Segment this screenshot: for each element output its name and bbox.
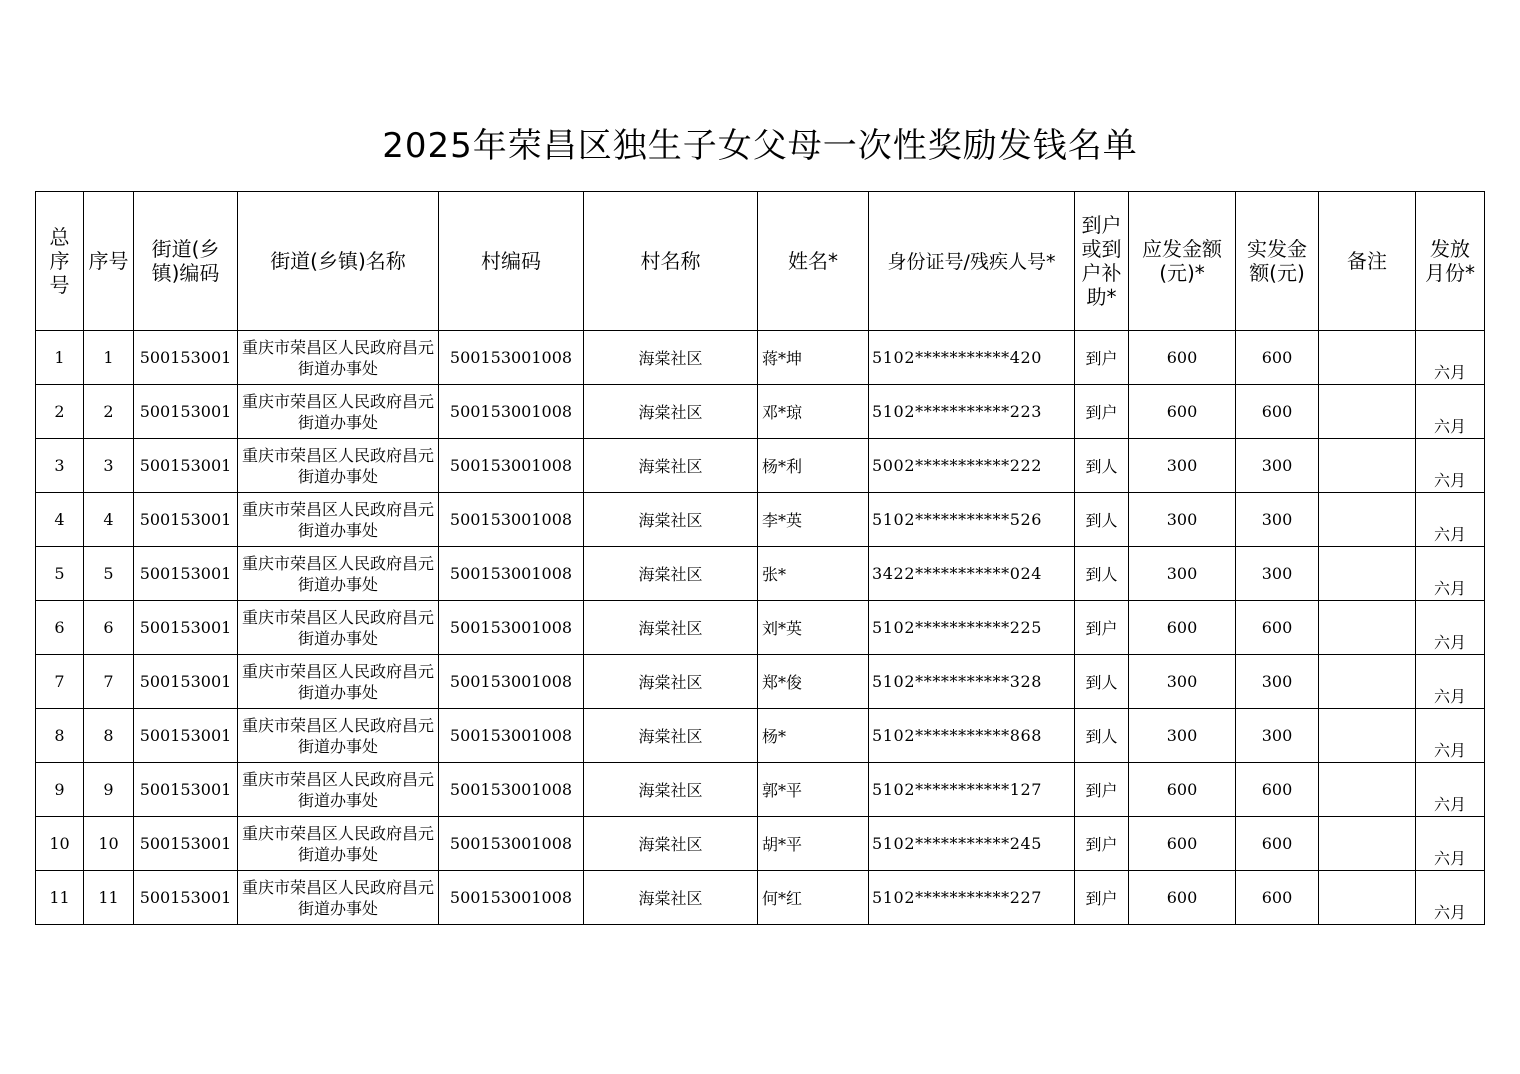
seq-no-cell: 6 xyxy=(84,601,134,655)
village-code-cell: 500153001008 xyxy=(439,817,584,871)
remark-cell xyxy=(1319,655,1416,709)
paid-amount-cell: 300 xyxy=(1236,709,1319,763)
remark-cell xyxy=(1319,763,1416,817)
name-cell: 李*英 xyxy=(758,493,869,547)
village-name-cell: 海棠社区 xyxy=(584,871,758,925)
paid-amount-cell: 300 xyxy=(1236,493,1319,547)
street-code-cell: 500153001 xyxy=(134,331,238,385)
id-no-cell: 5102***********225 xyxy=(869,601,1075,655)
header-village-code: 村编码 xyxy=(439,192,584,331)
seq-no-cell: 10 xyxy=(84,817,134,871)
remark-cell xyxy=(1319,547,1416,601)
total-no-cell: 9 xyxy=(36,763,84,817)
total-no-cell: 2 xyxy=(36,385,84,439)
paid-amount-cell: 600 xyxy=(1236,817,1319,871)
paid-amount-cell: 600 xyxy=(1236,871,1319,925)
header-seq-no: 序号 xyxy=(84,192,134,331)
id-no-cell: 5102***********245 xyxy=(869,817,1075,871)
due-amount-cell: 600 xyxy=(1129,385,1236,439)
paid-amount-cell: 300 xyxy=(1236,655,1319,709)
subsidy-type-cell: 到户 xyxy=(1075,763,1129,817)
name-cell: 刘*英 xyxy=(758,601,869,655)
street-code-cell: 500153001 xyxy=(134,817,238,871)
name-cell: 蒋*坤 xyxy=(758,331,869,385)
header-month: 发放月份* xyxy=(1416,192,1485,331)
due-amount-cell: 300 xyxy=(1129,655,1236,709)
street-name-cell: 重庆市荣昌区人民政府昌元街道办事处 xyxy=(238,331,439,385)
total-no-cell: 1 xyxy=(36,331,84,385)
street-name-cell: 重庆市荣昌区人民政府昌元街道办事处 xyxy=(238,547,439,601)
remark-cell xyxy=(1319,709,1416,763)
street-name-cell: 重庆市荣昌区人民政府昌元街道办事处 xyxy=(238,385,439,439)
month-cell: 六月 xyxy=(1416,817,1485,871)
header-subsidy-type: 到户或到户补助* xyxy=(1075,192,1129,331)
subsidy-type-cell: 到人 xyxy=(1075,547,1129,601)
street-name-cell: 重庆市荣昌区人民政府昌元街道办事处 xyxy=(238,709,439,763)
header-remark: 备注 xyxy=(1319,192,1416,331)
id-no-cell: 5102***********526 xyxy=(869,493,1075,547)
month-cell: 六月 xyxy=(1416,439,1485,493)
name-cell: 郭*平 xyxy=(758,763,869,817)
street-name-cell: 重庆市荣昌区人民政府昌元街道办事处 xyxy=(238,493,439,547)
header-total-no: 总序号 xyxy=(36,192,84,331)
street-code-cell: 500153001 xyxy=(134,709,238,763)
seq-no-cell: 1 xyxy=(84,331,134,385)
remark-cell xyxy=(1319,601,1416,655)
id-no-cell: 5002***********222 xyxy=(869,439,1075,493)
name-cell: 胡*平 xyxy=(758,817,869,871)
total-no-cell: 10 xyxy=(36,817,84,871)
table-row xyxy=(36,385,1485,439)
seq-no-cell: 9 xyxy=(84,763,134,817)
name-cell: 张* xyxy=(758,547,869,601)
id-no-cell: 5102***********127 xyxy=(869,763,1075,817)
street-name-cell: 重庆市荣昌区人民政府昌元街道办事处 xyxy=(238,601,439,655)
street-name-cell: 重庆市荣昌区人民政府昌元街道办事处 xyxy=(238,871,439,925)
village-code-cell: 500153001008 xyxy=(439,547,584,601)
due-amount-cell: 300 xyxy=(1129,439,1236,493)
header-street-name: 街道(乡镇)名称 xyxy=(238,192,439,331)
month-cell: 六月 xyxy=(1416,655,1485,709)
total-no-cell: 5 xyxy=(36,547,84,601)
village-name-cell: 海棠社区 xyxy=(584,385,758,439)
village-code-cell: 500153001008 xyxy=(439,709,584,763)
id-no-cell: 5102***********868 xyxy=(869,709,1075,763)
seq-no-cell: 4 xyxy=(84,493,134,547)
village-name-cell: 海棠社区 xyxy=(584,655,758,709)
due-amount-cell: 600 xyxy=(1129,763,1236,817)
header-row xyxy=(36,192,1485,331)
paid-amount-cell: 600 xyxy=(1236,763,1319,817)
subsidy-type-cell: 到户 xyxy=(1075,385,1129,439)
header-due-amount: 应发金额(元)* xyxy=(1129,192,1236,331)
table-row xyxy=(36,655,1485,709)
month-cell: 六月 xyxy=(1416,601,1485,655)
village-name-cell: 海棠社区 xyxy=(584,817,758,871)
street-code-cell: 500153001 xyxy=(134,655,238,709)
name-cell: 杨*利 xyxy=(758,439,869,493)
village-name-cell: 海棠社区 xyxy=(584,763,758,817)
name-cell: 郑*俊 xyxy=(758,655,869,709)
street-name-cell: 重庆市荣昌区人民政府昌元街道办事处 xyxy=(238,439,439,493)
paid-amount-cell: 300 xyxy=(1236,439,1319,493)
table-row xyxy=(36,871,1485,925)
name-cell: 邓*琼 xyxy=(758,385,869,439)
due-amount-cell: 600 xyxy=(1129,817,1236,871)
due-amount-cell: 300 xyxy=(1129,493,1236,547)
street-name-cell: 重庆市荣昌区人民政府昌元街道办事处 xyxy=(238,763,439,817)
street-name-cell: 重庆市荣昌区人民政府昌元街道办事处 xyxy=(238,655,439,709)
month-cell: 六月 xyxy=(1416,331,1485,385)
remark-cell xyxy=(1319,493,1416,547)
street-code-cell: 500153001 xyxy=(134,871,238,925)
total-no-cell: 11 xyxy=(36,871,84,925)
remark-cell xyxy=(1319,817,1416,871)
paid-amount-cell: 600 xyxy=(1236,331,1319,385)
header-paid-amount: 实发金额(元) xyxy=(1236,192,1319,331)
subsidy-type-cell: 到户 xyxy=(1075,817,1129,871)
subsidy-type-cell: 到户 xyxy=(1075,871,1129,925)
due-amount-cell: 300 xyxy=(1129,709,1236,763)
seq-no-cell: 5 xyxy=(84,547,134,601)
page-title: 2025年荣昌区独生子女父母一次性奖励发钱名单 xyxy=(382,126,1138,166)
village-name-cell: 海棠社区 xyxy=(584,331,758,385)
subsidy-type-cell: 到人 xyxy=(1075,493,1129,547)
street-name-cell: 重庆市荣昌区人民政府昌元街道办事处 xyxy=(238,817,439,871)
street-code-cell: 500153001 xyxy=(134,493,238,547)
paid-amount-cell: 600 xyxy=(1236,601,1319,655)
seq-no-cell: 2 xyxy=(84,385,134,439)
street-code-cell: 500153001 xyxy=(134,763,238,817)
month-cell: 六月 xyxy=(1416,763,1485,817)
subsidy-type-cell: 到人 xyxy=(1075,709,1129,763)
total-no-cell: 7 xyxy=(36,655,84,709)
street-code-cell: 500153001 xyxy=(134,601,238,655)
street-code-cell: 500153001 xyxy=(134,439,238,493)
remark-cell xyxy=(1319,385,1416,439)
total-no-cell: 3 xyxy=(36,439,84,493)
seq-no-cell: 7 xyxy=(84,655,134,709)
seq-no-cell: 11 xyxy=(84,871,134,925)
village-code-cell: 500153001008 xyxy=(439,439,584,493)
village-code-cell: 500153001008 xyxy=(439,493,584,547)
subsidy-type-cell: 到户 xyxy=(1075,331,1129,385)
due-amount-cell: 600 xyxy=(1129,871,1236,925)
month-cell: 六月 xyxy=(1416,871,1485,925)
subsidy-type-cell: 到人 xyxy=(1075,655,1129,709)
id-no-cell: 3422***********024 xyxy=(869,547,1075,601)
due-amount-cell: 600 xyxy=(1129,331,1236,385)
village-name-cell: 海棠社区 xyxy=(584,547,758,601)
village-name-cell: 海棠社区 xyxy=(584,439,758,493)
table-row xyxy=(36,601,1485,655)
village-code-cell: 500153001008 xyxy=(439,655,584,709)
village-code-cell: 500153001008 xyxy=(439,763,584,817)
seq-no-cell: 8 xyxy=(84,709,134,763)
village-code-cell: 500153001008 xyxy=(439,601,584,655)
street-code-cell: 500153001 xyxy=(134,385,238,439)
payment-list-table xyxy=(35,191,1485,925)
id-no-cell: 5102***********223 xyxy=(869,385,1075,439)
name-cell: 何*红 xyxy=(758,871,869,925)
village-name-cell: 海棠社区 xyxy=(584,709,758,763)
id-no-cell: 5102***********328 xyxy=(869,655,1075,709)
total-no-cell: 6 xyxy=(36,601,84,655)
village-code-cell: 500153001008 xyxy=(439,331,584,385)
village-name-cell: 海棠社区 xyxy=(584,493,758,547)
total-no-cell: 4 xyxy=(36,493,84,547)
table-row xyxy=(36,493,1485,547)
due-amount-cell: 300 xyxy=(1129,547,1236,601)
month-cell: 六月 xyxy=(1416,385,1485,439)
table-row xyxy=(36,547,1485,601)
seq-no-cell: 3 xyxy=(84,439,134,493)
month-cell: 六月 xyxy=(1416,547,1485,601)
month-cell: 六月 xyxy=(1416,709,1485,763)
id-no-cell: 5102***********227 xyxy=(869,871,1075,925)
header-id-no: 身份证号/残疾人号* xyxy=(869,192,1075,331)
header-village-name: 村名称 xyxy=(584,192,758,331)
name-cell: 杨* xyxy=(758,709,869,763)
total-no-cell: 8 xyxy=(36,709,84,763)
remark-cell xyxy=(1319,331,1416,385)
village-name-cell: 海棠社区 xyxy=(584,601,758,655)
table-row xyxy=(36,331,1485,385)
remark-cell xyxy=(1319,871,1416,925)
header-name: 姓名* xyxy=(758,192,869,331)
street-code-cell: 500153001 xyxy=(134,547,238,601)
remark-cell xyxy=(1319,439,1416,493)
table-row xyxy=(36,817,1485,871)
village-code-cell: 500153001008 xyxy=(439,871,584,925)
due-amount-cell: 600 xyxy=(1129,601,1236,655)
table-row xyxy=(36,439,1485,493)
paid-amount-cell: 600 xyxy=(1236,385,1319,439)
month-cell: 六月 xyxy=(1416,493,1485,547)
table-row xyxy=(36,763,1485,817)
paid-amount-cell: 300 xyxy=(1236,547,1319,601)
header-street-code: 街道(乡镇)编码 xyxy=(134,192,238,331)
id-no-cell: 5102***********420 xyxy=(869,331,1075,385)
subsidy-type-cell: 到户 xyxy=(1075,601,1129,655)
table-row xyxy=(36,709,1485,763)
subsidy-type-cell: 到人 xyxy=(1075,439,1129,493)
village-code-cell: 500153001008 xyxy=(439,385,584,439)
